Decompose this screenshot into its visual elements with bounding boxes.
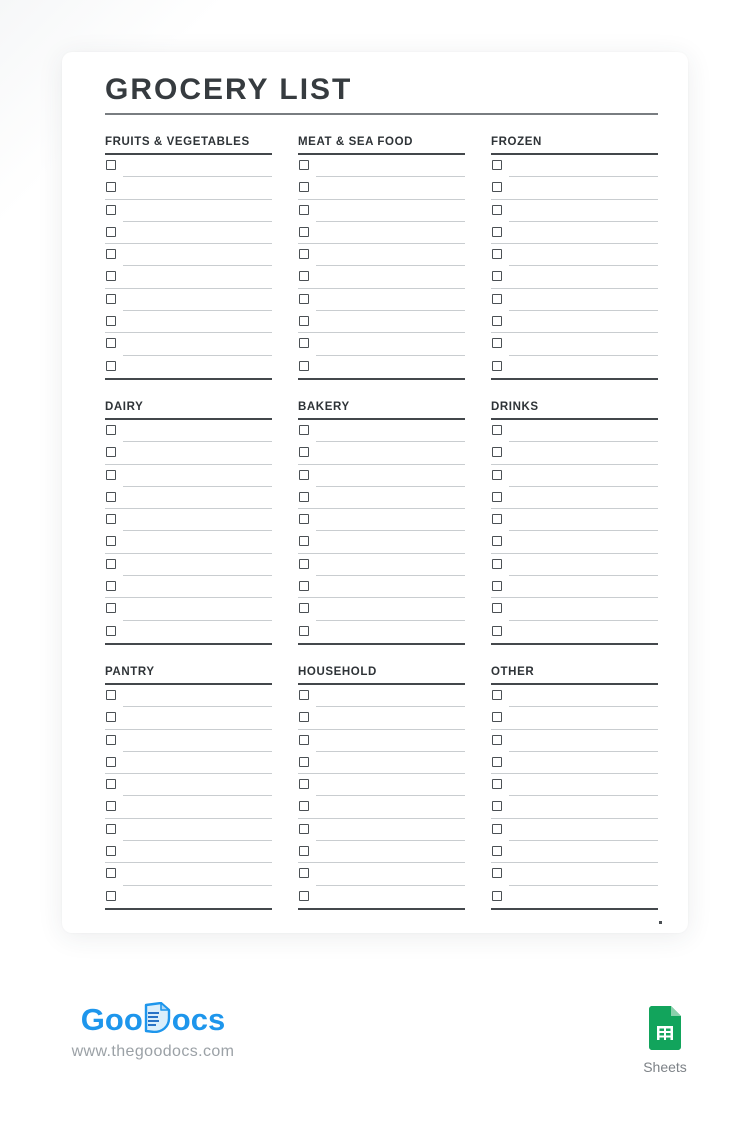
item-checkbox[interactable] bbox=[106, 536, 116, 546]
item-checkbox[interactable] bbox=[299, 712, 309, 722]
list-item-row bbox=[105, 707, 272, 729]
item-checkbox[interactable] bbox=[492, 868, 502, 878]
item-checkbox[interactable] bbox=[299, 182, 309, 192]
list-item-row bbox=[105, 509, 272, 531]
item-checkbox[interactable] bbox=[106, 626, 116, 636]
item-checkbox[interactable] bbox=[299, 891, 309, 901]
list-item-row bbox=[491, 177, 658, 199]
list-item-row bbox=[298, 222, 465, 244]
item-checkbox[interactable] bbox=[299, 249, 309, 259]
item-checkbox[interactable] bbox=[106, 779, 116, 789]
item-checkbox[interactable] bbox=[492, 425, 502, 435]
list-item-row bbox=[298, 244, 465, 266]
list-item-row bbox=[491, 863, 658, 885]
item-checkbox[interactable] bbox=[492, 316, 502, 326]
list-item-row bbox=[105, 311, 272, 333]
logo-suffix: ocs bbox=[171, 1002, 226, 1037]
item-checkbox[interactable] bbox=[299, 801, 309, 811]
item-checkbox[interactable] bbox=[299, 536, 309, 546]
list-item-row bbox=[491, 621, 658, 643]
list-item-row bbox=[491, 465, 658, 487]
item-checkbox[interactable] bbox=[106, 603, 116, 613]
section-pantry bbox=[105, 666, 272, 910]
section-bakery bbox=[298, 401, 465, 645]
item-checkbox[interactable] bbox=[106, 891, 116, 901]
item-checkbox[interactable] bbox=[106, 227, 116, 237]
list-item-row bbox=[105, 420, 272, 442]
item-checkbox[interactable] bbox=[492, 626, 502, 636]
item-checkbox[interactable] bbox=[106, 338, 116, 348]
list-item-row bbox=[298, 554, 465, 576]
list-item-row bbox=[298, 155, 465, 177]
item-checkbox[interactable] bbox=[299, 559, 309, 569]
item-checkbox[interactable] bbox=[299, 294, 309, 304]
title-underline bbox=[105, 113, 658, 115]
section-title-frozen: FROZEN bbox=[491, 136, 658, 155]
item-checkbox[interactable] bbox=[492, 271, 502, 281]
item-checkbox[interactable] bbox=[299, 846, 309, 856]
list-item-row bbox=[105, 621, 272, 643]
item-checkbox[interactable] bbox=[106, 712, 116, 722]
item-checkbox[interactable] bbox=[492, 581, 502, 591]
item-checkbox[interactable] bbox=[492, 514, 502, 524]
item-checkbox[interactable] bbox=[106, 447, 116, 457]
list-item-row bbox=[491, 819, 658, 841]
item-checkbox[interactable] bbox=[299, 626, 309, 636]
item-checkbox[interactable] bbox=[492, 470, 502, 480]
section-rows bbox=[105, 420, 272, 645]
item-checkbox[interactable] bbox=[106, 868, 116, 878]
goodocs-logo[interactable] bbox=[62, 1002, 244, 1061]
item-checkbox[interactable] bbox=[492, 536, 502, 546]
list-item-row bbox=[105, 531, 272, 553]
list-item-row bbox=[298, 796, 465, 818]
list-item-row bbox=[105, 333, 272, 355]
list-item-row bbox=[298, 819, 465, 841]
list-item-row bbox=[491, 752, 658, 774]
list-item-row bbox=[298, 465, 465, 487]
list-item-row bbox=[298, 774, 465, 796]
list-item-row bbox=[105, 177, 272, 199]
item-checkbox[interactable] bbox=[492, 779, 502, 789]
section-rows bbox=[491, 420, 658, 645]
list-item-row bbox=[105, 598, 272, 620]
item-checkbox[interactable] bbox=[492, 205, 502, 215]
section-title-fruits-vegetables: FRUITS & VEGETABLES bbox=[105, 136, 272, 155]
item-checkbox[interactable] bbox=[106, 559, 116, 569]
item-checkbox[interactable] bbox=[106, 492, 116, 502]
list-item-row bbox=[491, 531, 658, 553]
list-item-row bbox=[491, 730, 658, 752]
section-title-drinks: DRINKS bbox=[491, 401, 658, 420]
item-checkbox[interactable] bbox=[106, 757, 116, 767]
list-item-row bbox=[298, 685, 465, 707]
list-item-row bbox=[105, 576, 272, 598]
item-checkbox[interactable] bbox=[299, 425, 309, 435]
item-checkbox[interactable] bbox=[106, 690, 116, 700]
item-checkbox[interactable] bbox=[299, 316, 309, 326]
item-checkbox[interactable] bbox=[299, 824, 309, 834]
list-item-row bbox=[298, 707, 465, 729]
item-checkbox[interactable] bbox=[492, 447, 502, 457]
section-drinks bbox=[491, 401, 658, 645]
list-item-row bbox=[298, 311, 465, 333]
item-checkbox[interactable] bbox=[106, 271, 116, 281]
section-rows bbox=[298, 420, 465, 645]
item-checkbox[interactable] bbox=[492, 182, 502, 192]
logo-prefix: Goo bbox=[80, 1002, 143, 1037]
list-item-row bbox=[298, 598, 465, 620]
list-item-row bbox=[491, 200, 658, 222]
list-item-row bbox=[491, 509, 658, 531]
item-checkbox[interactable] bbox=[492, 249, 502, 259]
section-title-meat-sea-food: MEAT & SEA FOOD bbox=[298, 136, 465, 155]
list-item-row bbox=[105, 442, 272, 464]
list-item-row bbox=[105, 487, 272, 509]
item-checkbox[interactable] bbox=[492, 492, 502, 502]
list-item-row bbox=[491, 554, 658, 576]
item-checkbox[interactable] bbox=[299, 690, 309, 700]
list-item-row bbox=[105, 289, 272, 311]
section-meat-sea-food bbox=[298, 136, 465, 380]
item-checkbox[interactable] bbox=[299, 779, 309, 789]
section-title-household: HOUSEHOLD bbox=[298, 666, 465, 685]
list-item-row bbox=[491, 333, 658, 355]
list-item-row bbox=[105, 863, 272, 885]
page-title: GROCERY LIST bbox=[105, 73, 353, 106]
list-item-row bbox=[298, 531, 465, 553]
section-frozen bbox=[491, 136, 658, 380]
item-checkbox[interactable] bbox=[299, 338, 309, 348]
item-checkbox[interactable] bbox=[106, 160, 116, 170]
website-url[interactable]: www.thegoodocs.com bbox=[71, 1043, 235, 1060]
list-item-row bbox=[298, 177, 465, 199]
section-fruits-vegetables bbox=[105, 136, 272, 380]
list-item-row bbox=[105, 685, 272, 707]
item-checkbox[interactable] bbox=[492, 559, 502, 569]
item-checkbox[interactable] bbox=[299, 227, 309, 237]
item-checkbox[interactable] bbox=[492, 735, 502, 745]
list-item-row bbox=[491, 598, 658, 620]
item-checkbox[interactable] bbox=[492, 757, 502, 767]
item-checkbox[interactable] bbox=[492, 846, 502, 856]
list-item-row bbox=[298, 289, 465, 311]
item-checkbox[interactable] bbox=[299, 735, 309, 745]
section-other bbox=[491, 666, 658, 910]
item-checkbox[interactable] bbox=[299, 514, 309, 524]
list-item-row bbox=[491, 244, 658, 266]
item-checkbox[interactable] bbox=[106, 425, 116, 435]
item-checkbox[interactable] bbox=[492, 824, 502, 834]
list-item-row bbox=[298, 621, 465, 643]
item-checkbox[interactable] bbox=[492, 690, 502, 700]
section-rows bbox=[105, 155, 272, 380]
section-rows bbox=[105, 685, 272, 910]
list-item-row bbox=[491, 487, 658, 509]
list-item-row bbox=[105, 200, 272, 222]
list-item-row bbox=[298, 266, 465, 288]
item-checkbox[interactable] bbox=[106, 294, 116, 304]
item-checkbox[interactable] bbox=[492, 712, 502, 722]
item-checkbox[interactable] bbox=[299, 447, 309, 457]
item-checkbox[interactable] bbox=[492, 294, 502, 304]
section-rows bbox=[298, 155, 465, 380]
list-item-row bbox=[298, 420, 465, 442]
item-checkbox[interactable] bbox=[106, 470, 116, 480]
list-item-row bbox=[105, 244, 272, 266]
section-dairy bbox=[105, 401, 272, 645]
list-item-row bbox=[491, 685, 658, 707]
list-item-row bbox=[491, 356, 658, 378]
corner-dot bbox=[659, 921, 662, 924]
list-item-row bbox=[491, 266, 658, 288]
list-item-row bbox=[491, 155, 658, 177]
list-item-row bbox=[491, 886, 658, 908]
section-title-pantry: PANTRY bbox=[105, 666, 272, 685]
section-rows bbox=[491, 685, 658, 910]
list-item-row bbox=[491, 442, 658, 464]
list-item-row bbox=[105, 774, 272, 796]
document-page bbox=[62, 52, 688, 933]
list-item-row bbox=[491, 707, 658, 729]
item-checkbox[interactable] bbox=[106, 182, 116, 192]
item-checkbox[interactable] bbox=[492, 227, 502, 237]
item-checkbox[interactable] bbox=[299, 205, 309, 215]
list-item-row bbox=[298, 356, 465, 378]
list-item-row bbox=[105, 356, 272, 378]
list-item-row bbox=[491, 576, 658, 598]
document-icon bbox=[144, 1002, 171, 1040]
item-checkbox[interactable] bbox=[106, 801, 116, 811]
sections-grid bbox=[105, 136, 658, 910]
list-item-row bbox=[491, 289, 658, 311]
item-checkbox[interactable] bbox=[492, 160, 502, 170]
item-checkbox[interactable] bbox=[299, 160, 309, 170]
list-item-row bbox=[298, 509, 465, 531]
list-item-row bbox=[298, 200, 465, 222]
item-checkbox[interactable] bbox=[106, 581, 116, 591]
list-item-row bbox=[298, 841, 465, 863]
section-title-dairy: DAIRY bbox=[105, 401, 272, 420]
list-item-row bbox=[298, 442, 465, 464]
list-item-row bbox=[298, 863, 465, 885]
item-checkbox[interactable] bbox=[299, 581, 309, 591]
list-item-row bbox=[105, 730, 272, 752]
sheets-badge bbox=[638, 1006, 692, 1075]
item-checkbox[interactable] bbox=[106, 846, 116, 856]
item-checkbox[interactable] bbox=[106, 249, 116, 259]
item-checkbox[interactable] bbox=[106, 316, 116, 326]
list-item-row bbox=[298, 886, 465, 908]
list-item-row bbox=[491, 420, 658, 442]
section-title-bakery: BAKERY bbox=[298, 401, 465, 420]
list-item-row bbox=[105, 465, 272, 487]
section-household bbox=[298, 666, 465, 910]
item-checkbox[interactable] bbox=[106, 824, 116, 834]
item-checkbox[interactable] bbox=[106, 205, 116, 215]
item-checkbox[interactable] bbox=[492, 603, 502, 613]
item-checkbox[interactable] bbox=[106, 361, 116, 371]
list-item-row bbox=[105, 222, 272, 244]
item-checkbox[interactable] bbox=[299, 603, 309, 613]
list-item-row bbox=[491, 796, 658, 818]
item-checkbox[interactable] bbox=[492, 338, 502, 348]
google-sheets-icon bbox=[649, 1006, 681, 1050]
list-item-row bbox=[491, 311, 658, 333]
list-item-row bbox=[298, 487, 465, 509]
section-rows bbox=[298, 685, 465, 910]
item-checkbox[interactable] bbox=[492, 361, 502, 371]
list-item-row bbox=[491, 222, 658, 244]
list-item-row bbox=[491, 841, 658, 863]
item-checkbox[interactable] bbox=[299, 868, 309, 878]
section-rows bbox=[491, 155, 658, 380]
item-checkbox[interactable] bbox=[299, 271, 309, 281]
item-checkbox[interactable] bbox=[106, 514, 116, 524]
item-checkbox[interactable] bbox=[299, 757, 309, 767]
item-checkbox[interactable] bbox=[299, 361, 309, 371]
item-checkbox[interactable] bbox=[492, 801, 502, 811]
list-item-row bbox=[298, 576, 465, 598]
list-item-row bbox=[298, 730, 465, 752]
list-item-row bbox=[105, 155, 272, 177]
list-item-row bbox=[105, 886, 272, 908]
list-item-row bbox=[491, 774, 658, 796]
item-checkbox[interactable] bbox=[106, 735, 116, 745]
list-item-row bbox=[298, 752, 465, 774]
goodocs-logo-text bbox=[62, 1002, 244, 1040]
list-item-row bbox=[105, 554, 272, 576]
list-item-row bbox=[105, 266, 272, 288]
sheets-label: Sheets bbox=[643, 1059, 687, 1075]
list-item-row bbox=[105, 841, 272, 863]
list-item-row bbox=[105, 752, 272, 774]
item-checkbox[interactable] bbox=[492, 891, 502, 901]
item-checkbox[interactable] bbox=[299, 492, 309, 502]
list-item-row bbox=[105, 796, 272, 818]
list-item-row bbox=[298, 333, 465, 355]
list-item-row bbox=[105, 819, 272, 841]
section-title-other: OTHER bbox=[491, 666, 658, 685]
item-checkbox[interactable] bbox=[299, 470, 309, 480]
